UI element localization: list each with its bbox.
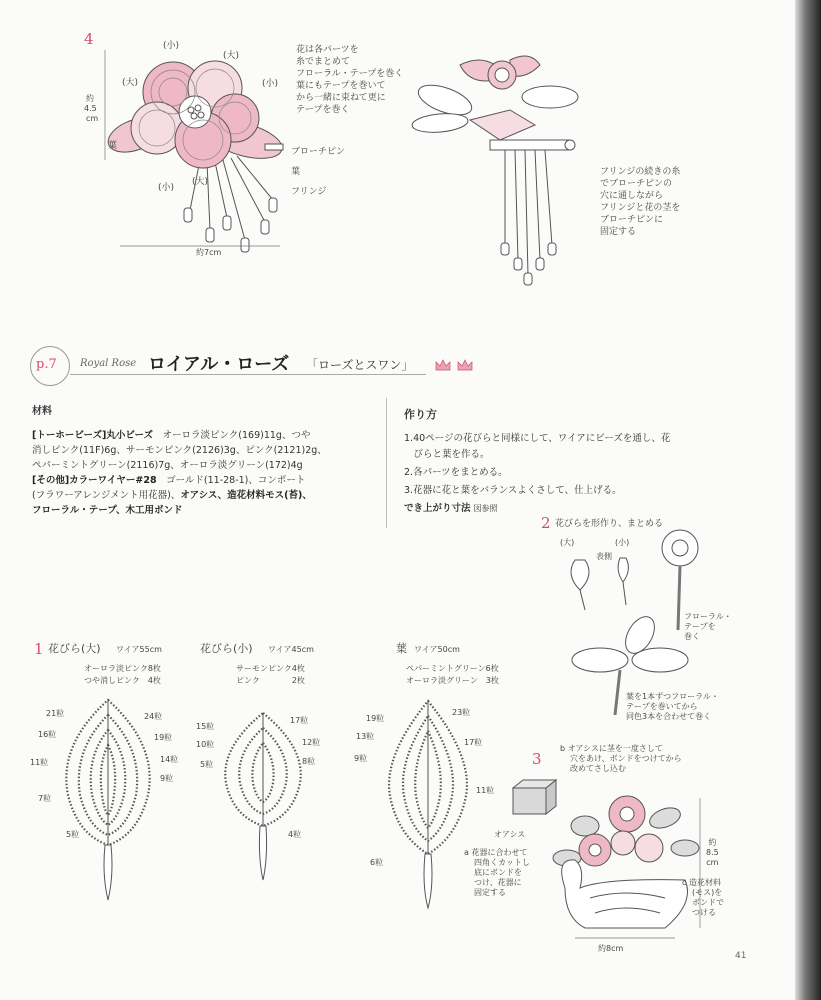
step3-height: 約 8.5 cm (706, 838, 719, 867)
instruction-step-1-cont: びらと葉を作る。 (404, 449, 490, 460)
label-large-1: (大) (223, 51, 240, 61)
label-small-3: (小) (158, 183, 175, 193)
instruction-step-2: 2.各パーツをまとめる。 (404, 467, 508, 478)
label-leaf-2: 葉 (291, 167, 301, 177)
step3-b-note: b オアシスに茎を一度さして 穴をあけ、ボンドをつけてから 改めてさし込む (560, 744, 682, 773)
petal-large-left-count-2: 16粒 (38, 730, 57, 739)
height-label-b: 4.5 (84, 104, 97, 113)
petal-small-right-count-3: 8粒 (302, 757, 316, 766)
leaf-left-count-4: 6粒 (370, 858, 384, 867)
label-brooch-pin: ブローチピン (291, 147, 346, 157)
leaf-left-count-1: 19粒 (366, 714, 385, 723)
step2-front: 表側 (596, 552, 612, 561)
petal-small-left-count-3: 5粒 (200, 760, 214, 769)
petal-large-left-count-1: 21粒 (46, 709, 65, 718)
petal-large-left-count-4: 7粒 (38, 794, 52, 803)
materials-line-1: [トーホービーズ]丸小ビーズ オーロラ淡ピンク(169)11g、つや (32, 430, 311, 441)
materials-heading: 材料 (32, 406, 52, 417)
page-title: ロイアル・ローズ (148, 354, 290, 375)
swan-vase-arrangement (545, 788, 710, 943)
materials-line-4: [その他]カラーワイヤー#28 ゴールド(11-28-1)、コンポート (32, 475, 306, 486)
petal-large-left-count-5: 5粒 (66, 830, 80, 839)
materials-line-3: ペパーミントグリーン(2116)7g、オーロラ淡グリーン(172)4g (32, 460, 303, 471)
leaf-right-count-1: 23粒 (452, 708, 471, 717)
petal-large-title: 花びら(大) (48, 642, 101, 655)
petal-small-title: 花びら(小) (200, 642, 253, 655)
oasis-label: オアシス (494, 830, 526, 839)
petal-large-color-2: つや消しピンク 4枚 (84, 676, 161, 685)
leaf-title: 葉 (396, 642, 407, 655)
materials-line-2: 消しピンク(11F)6g、サーモンピンク(2126)3g、ピンク(2121)2g、 (32, 445, 327, 456)
petal-small-left-count-2: 10粒 (196, 740, 215, 749)
crown-icon (434, 358, 474, 372)
column-divider (386, 398, 387, 528)
petal-small-wire: ワイア45cm (268, 645, 314, 654)
page-ref: p.7 (36, 357, 57, 372)
instructions-heading: 作り方 (404, 408, 437, 421)
page-ref-circle (30, 346, 70, 386)
petal-small-right-count-4: 4粒 (288, 830, 302, 839)
petal-small-color-1: サーモンピンク4枚 (236, 664, 305, 673)
petal-large-right-count-1: 24粒 (144, 712, 163, 721)
step2-leaf-note: 葉を1本ずつフローラル・ テープを巻いてから 同色3本を合わせて巻く (626, 692, 719, 721)
width-label: 約7cm (196, 248, 222, 257)
right-note: フリンジの続きの糸 でブローチピンの 穴に通しながら フリンジと花の茎を ブローチピンに 固定する (600, 167, 681, 237)
petal-small-right-count-1: 17粒 (290, 716, 309, 725)
leaf-wire: ワイア50cm (414, 645, 460, 654)
leaf-left-count-3: 9粒 (354, 754, 368, 763)
label-fringe: フリンジ (291, 187, 327, 197)
top-note: 花は各パーツを 糸でまとめて フローラル・テープを巻く 葉にもテープを巻いて から一緒に束ねて更に テープを巻く (296, 45, 404, 115)
materials-line-5: (フラワーアレンジメント用花器)、オアシス、造花材料モス(苔)、 (32, 490, 312, 501)
leaf-diagram (378, 696, 478, 911)
step2-tape-note: フローラル・ テープを 巻く (684, 612, 732, 641)
petal-large-left-count-3: 11粒 (30, 758, 49, 767)
label-large-3: (大) (192, 177, 209, 187)
step2-small: (小) (615, 538, 630, 547)
instruction-step-3: 3.花器に花と葉をバランスよくさして、仕上げる。 (404, 485, 622, 496)
step3-number: 3 (532, 750, 542, 768)
petal-large-right-count-3: 14粒 (160, 755, 179, 764)
label-large-2: (大) (122, 78, 139, 88)
step4-number: 4 (84, 30, 94, 48)
step3-c-note: c 造花材料 (モス)を ボンドで つける (682, 878, 724, 917)
petal-large-color-1: オーロラ淡ピンク8枚 (84, 664, 161, 673)
page-number: 41 (735, 951, 747, 961)
label-leaf: 葉 (108, 141, 118, 151)
petal-small-diagram (218, 708, 308, 883)
step2-caption: 花びらを形作り、まとめる (555, 519, 664, 529)
title-bracket: 「ローズとスワン」 (306, 358, 414, 372)
finished-size: でき上がり寸法 図参照 (404, 503, 498, 514)
english-title: Royal Rose (80, 358, 137, 369)
book-binding-shadow (795, 0, 821, 1000)
petal-small-right-count-2: 12粒 (302, 738, 321, 747)
step1-number: 1 (34, 640, 44, 658)
materials-line-6: フローラル・テープ、木工用ボンド (32, 505, 183, 516)
height-label-a: 約 (86, 94, 94, 103)
assembled-brooch-illustration (410, 45, 590, 285)
leaf-color-2: オーロラ淡グリーン 3枚 (406, 676, 499, 685)
step2-large: (大) (560, 538, 575, 547)
step3-width: 約8cm (598, 944, 624, 953)
instruction-step-1: 1.40ページの花びらと同様にして、ワイアにビーズを通し、花 (404, 433, 671, 444)
petal-large-right-count-4: 9粒 (160, 774, 174, 783)
petal-large-wire: ワイア55cm (116, 645, 162, 654)
label-small-1: (小) (163, 41, 180, 51)
step3-a-note: a 花器に合わせて 四角くカットし 底にボンドを つけ、花器に 固定する (464, 848, 530, 897)
height-label-c: cm (86, 114, 99, 123)
leaf-right-count-3: 11粒 (476, 786, 495, 795)
brooch-flower-illustration (95, 40, 305, 255)
label-small-2: (小) (262, 79, 279, 89)
step2-number: 2 (541, 514, 551, 532)
petal-small-left-count-1: 15粒 (196, 722, 215, 731)
petal-small-color-2: ピンク 2枚 (236, 676, 305, 685)
leaf-color-1: ペパーミントグリーン6枚 (406, 664, 499, 673)
leaf-left-count-2: 13粒 (356, 732, 375, 741)
leaf-right-count-2: 17粒 (464, 738, 483, 747)
petal-large-right-count-2: 19粒 (154, 733, 173, 742)
petal-large-diagram (58, 695, 158, 905)
